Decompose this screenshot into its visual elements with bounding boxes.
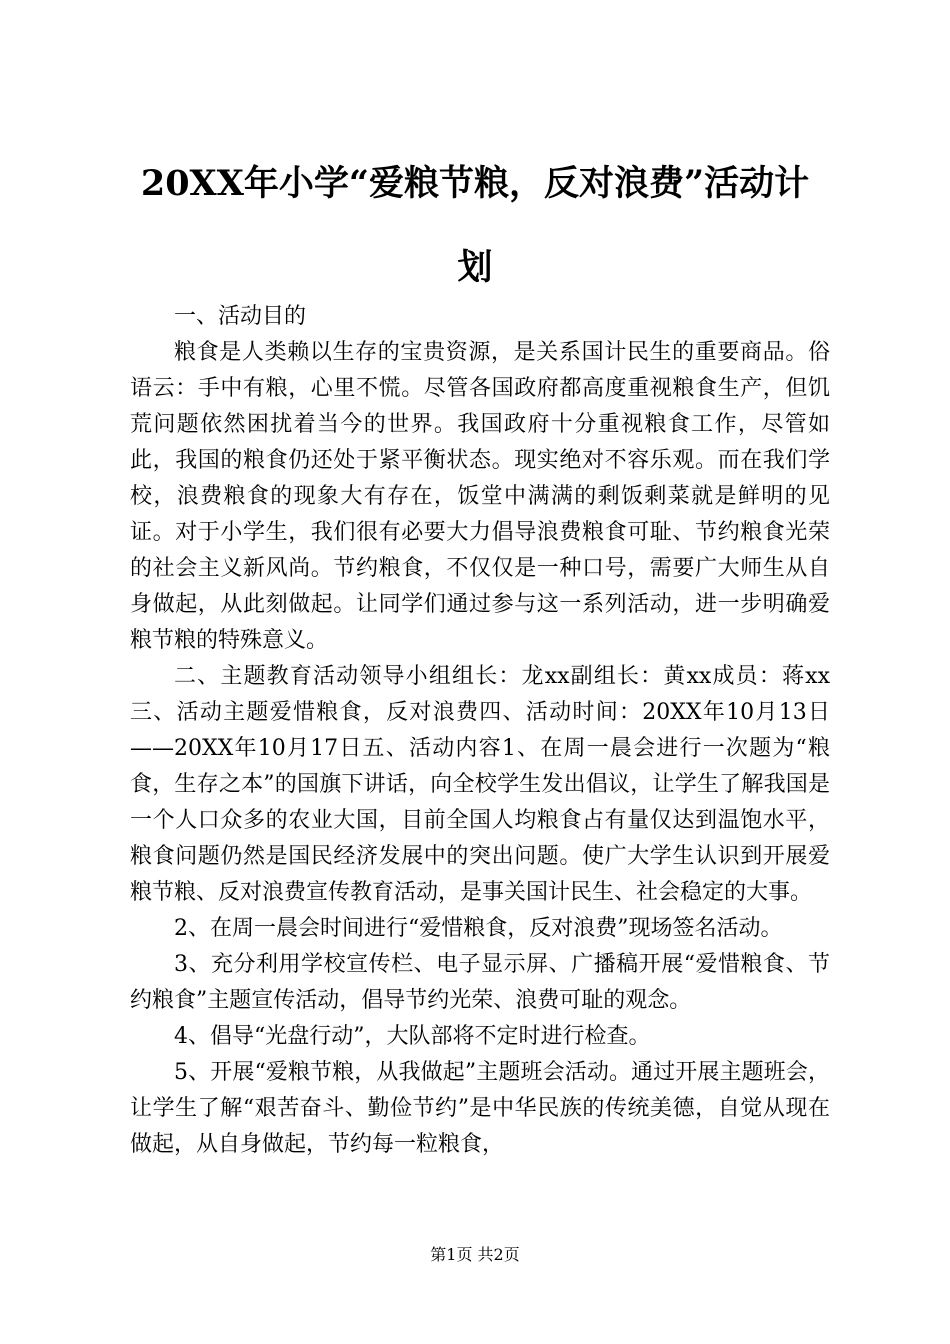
document-body <box>130 299 830 1163</box>
section-heading-purpose: 一、活动目的 <box>174 304 307 329</box>
paragraph-organization-and-content: 二、主题教育活动领导小组组长：龙xx副组长：黄xx成员：蒋xx三、活动主题爱惜粮食，反对浪费四、活动时间：20XX年10月13日——20XX年10月17日五、活动内容1、在周一晨会进行一次题为“粮食，生存之本”的国旗下讲话，向全校学生发出倡议，让学生了解我国是一个人口众多的农业大国，目前全国人均粮食占有量仅达到温饱水平，粮食问题仍然是国民经济发展中的突出问题。使广大学生认识到开展爱粮节粮、反对浪费宣传教育活动，是事关国计民生、社会稳定的大事。 <box>130 664 830 905</box>
paragraph-item-2: 2、在周一晨会时间进行“爱惜粮食，反对浪费”现场签名活动。 <box>174 916 783 941</box>
paragraph-item-3: 3、充分利用学校宣传栏、电子显示屏、广播稿开展“爱惜粮食、节约粮食”主题宣传活动，倡导节约光荣、浪费可耻的观念。 <box>130 952 830 1013</box>
paragraph-item-5: 5、开展“爱粮节粮，从我做起”主题班会活动。通过开展主题班会，让学生了解“艰苦奋斗、勤俭节约”是中华民族的传统美德，自觉从现在做起，从自身做起，节约每一粒粮食， <box>130 1060 830 1157</box>
document-title-line-2: 划 <box>457 247 493 288</box>
page-indicator: 第1页 共2页 <box>430 1245 520 1264</box>
document-title-line-1: 20XX年小学“爱粮节粮，反对浪费”活动计 <box>140 163 810 204</box>
paragraph-item-4: 4、倡导“光盘行动”，大队部将不定时进行检查。 <box>174 1024 651 1049</box>
paragraph-purpose: 粮食是人类赖以生存的宝贵资源，是关系国计民生的重要商品。俗语云：手中有粮，心里不慌。尽管各国政府都高度重视粮食生产，但饥荒问题依然困扰着当今的世界。我国政府十分重视粮食工作，尽管如此，我国的粮食仍还处于紧平衡状态。现实绝对不容乐观。而在我们学校，浪费粮食的现象大有存在，饭堂中满满的剩饭剩菜就是鲜明的见证。对于小学生，我们很有必要大力倡导浪费粮食可耻、节约粮食光荣的社会主义新风尚。节约粮食，不仅仅是一种口号，需要广大师生从自身做起，从此刻做起。让同学们通过参与这一系列活动，进一步明确爱粮节粮的特殊意义。 <box>130 340 830 653</box>
